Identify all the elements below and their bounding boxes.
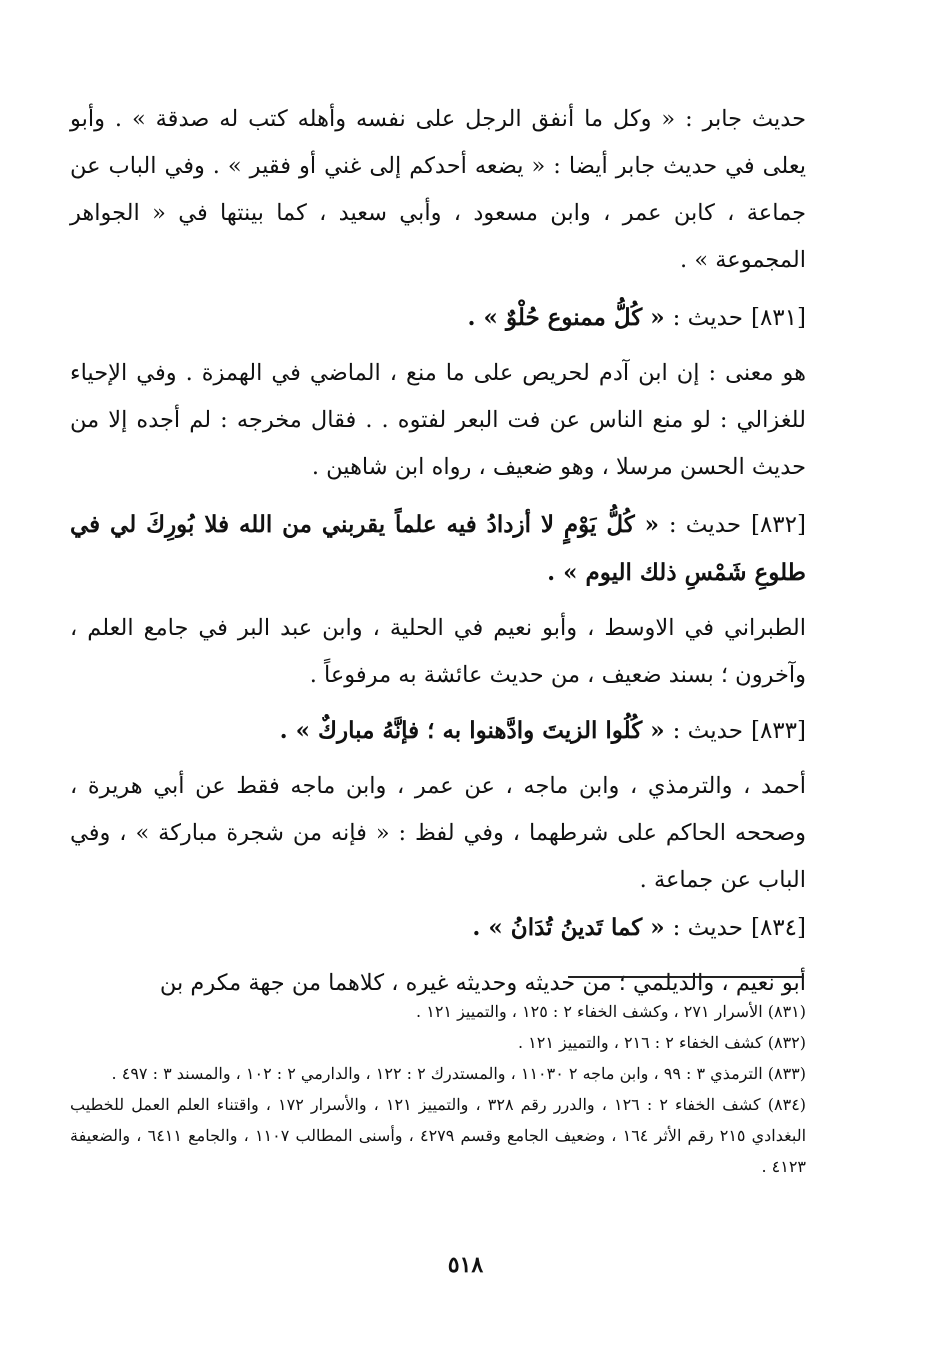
hadith-label: حديث :: [672, 718, 743, 744]
footnote-831: (٨٣١) الأسرار ٢٧١ ، وكشف الخفاء ٢ : ١٢٥ ، والتمييز ١٢١ .: [416, 1002, 806, 1021]
hadith-number: [٨٣١]: [750, 305, 806, 331]
hadith-text: « كما تَدينُ تُدَانُ » .: [472, 914, 665, 941]
hadith-entry-834: [70, 904, 806, 952]
hadith-label: حديث :: [672, 915, 743, 941]
hadith-entry-833: [70, 707, 806, 755]
hadith-text: « كُلُّ يَوْمٍ لا أزدادُ فيه علماً يقربني من الله فلا بُورِكَ لي في طلوعِ شَمْسِ ذلك اليوم » .: [70, 511, 806, 586]
hadith-text: « كُلُّ ممنوع حُلْوٌ » .: [467, 304, 665, 331]
footnotes: [70, 996, 806, 1182]
hadith-label: حديث :: [668, 512, 742, 538]
footnote-divider: [568, 976, 804, 978]
footnote-833: (٨٣٣) الترمذي ٣ : ٩٩ ، وابن ماجه ٢ ١١٠٣٠ ، والمستدرك ٢ : ١٢٢ ، والدارمي ٢ : ١٠٢ ، والمسند ٣ : ٤٩٧ .: [111, 1064, 806, 1083]
hadith-label: حديث :: [672, 305, 743, 331]
hadith-number: [٨٣٤]: [750, 915, 806, 941]
hadith-number: [٨٣٢]: [750, 512, 806, 538]
commentary-834: أبو نعيم ، والديلمي ؛ من حديثه وحديثه غيره ، كلاهما من جهة مكرم بن: [159, 970, 806, 996]
hadith-entry-831: [70, 294, 806, 342]
commentary-833: أحمد ، والترمذي ، وابن ماجه ، عن عمر ، وابن ماجه فقط عن أبي هريرة ، وصححه الحاكم على شرطهما ، وفي لفظ : « فإنه من شجرة مباركة » ، وفي الباب عن جماعة .: [70, 773, 806, 893]
hadith-number: [٨٣٣]: [750, 718, 806, 744]
hadith-entry-832: [70, 501, 806, 597]
main-text: [70, 96, 806, 1007]
intro-paragraph: حديث جابر : « وكل ما أنفق الرجل على نفسه وأهله كتب له صدقة » . وأبو يعلى في حديث جابر أيضا : « يضعه أحدكم إلى غني أو فقير » . وفي الباب عن جماعة ، كابن عمر ، وابن مسعود ، وأبي سعيد ، كما بينتها في « الجواهر المجموعة » .: [70, 106, 806, 273]
footnote-832: (٨٣٢) كشف الخفاء ٢ : ٢١٦ ، والتمييز ١٢١ .: [517, 1033, 806, 1052]
page-number: ٥١٨: [447, 1252, 484, 1278]
commentary-831: هو معنى : إن ابن آدم لحريص على ما منع ، الماضي في الهمزة . وفي الإحياء للغزالي : لو منع الناس عن فت البعر لفتوه . . فقال مخرجه : لم أجده إلا من حديث الحسن مرسلا ، وهو ضعيف ، رواه ابن شاهين .: [70, 360, 806, 480]
footnote-834: (٨٣٤) كشف الخفاء ٢ : ١٢٦ ، والدرر رقم ٣٢٨ ، والتمييز ١٢١ ، والأسرار ١٧٢ ، واقتناء العلم العمل للخطيب البغدادي ٢١٥ رقم الأثر ١٦٤ ، وضعيف الجامع وقسم ٤٢٧٩ ، وأسنى المطالب ١١٠٧ ، والجامع ٦٤١١ ، والضعيفة ٤١٢٣ .: [70, 1095, 807, 1176]
commentary-832: الطبراني في الاوسط ، وأبو نعيم في الحلية ، وابن عبد البر في جامع العلم ، وآخرون ؛ بسند ضعيف ، من حديث عائشة به مرفوعاً .: [70, 615, 806, 688]
hadith-text: « كُلُوا الزيتَ وادَّهنوا به ؛ فإنَّهُ مباركٌ » .: [279, 717, 665, 744]
